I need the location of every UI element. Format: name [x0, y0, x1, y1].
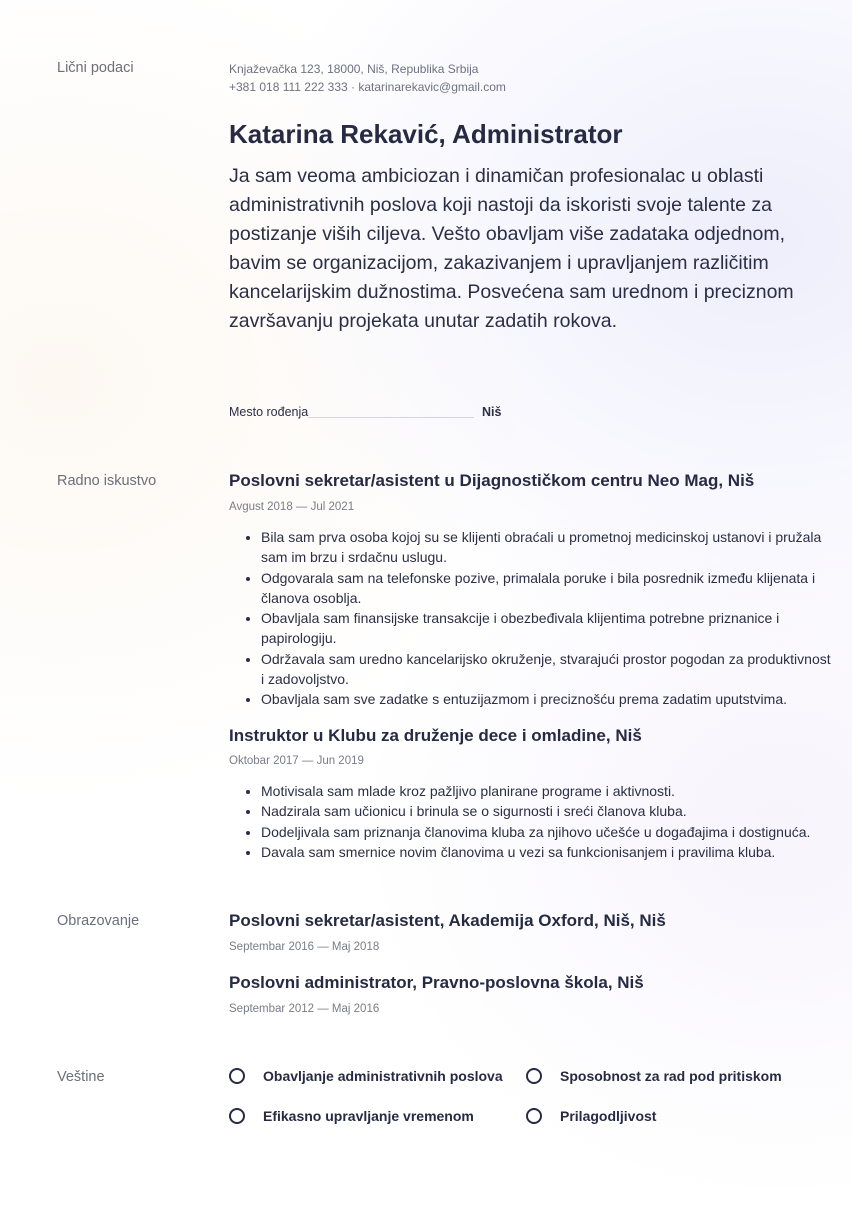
skill-label: Obavljanje administrativnih poslova: [263, 1068, 503, 1084]
list-item: • Davala sam smernice novim članovima u vezi sa funkcionisanjem i pravilima kluba.: [261, 842, 831, 862]
education-title: Poslovni sekretar/asistent, Akademija Oxford, Niš, Niš: [229, 911, 666, 930]
list-item: • Odgovarala sam na telefonske pozive, primalala poruke i bila posrednik između klijenata i članova osoblja.: [261, 568, 831, 609]
section-label-education: Obrazovanje: [57, 913, 140, 929]
section-label-experience: Radno iskustvo: [57, 473, 157, 489]
skill-item: [229, 1068, 503, 1084]
list-item: • Obavljala sam finansijske transakcije i obezbeđivala klijentima potrebne priznanice i papirologiju.: [261, 608, 831, 649]
circle-icon: [526, 1068, 542, 1084]
education-dates: Septembar 2016 — Maj 2018: [229, 941, 380, 953]
birth-place-divider: [308, 417, 474, 418]
skill-label: Sposobnost za rad pod pritiskom: [560, 1068, 782, 1084]
list-item: • Dodeljivala sam priznanja članovima kluba za njihovo učešće u događajima i dostignuća.: [261, 822, 831, 842]
circle-icon: [526, 1108, 542, 1124]
contact-phone-email: +381 018 111 222 333 · katarinarekavic@gmail.com: [229, 80, 506, 94]
skill-item: [229, 1108, 474, 1124]
job-duties-list: [244, 781, 831, 862]
circle-icon: [229, 1108, 245, 1124]
education-title: Poslovni administrator, Pravno-poslovna škola, Niš: [229, 973, 644, 992]
skill-label: Efikasno upravljanje vremenom: [263, 1108, 474, 1124]
list-item: • Obavljala sam sve zadatke s entuzijazmom i preciznošću prema zadatim uputstvima.: [261, 689, 831, 709]
circle-icon: [229, 1068, 245, 1084]
job-title: Instruktor u Klubu za druženje dece i omladine, Niš: [229, 726, 642, 745]
candidate-name: Katarina Rekavić, Administrator: [229, 119, 623, 149]
education-dates: Septembar 2012 — Maj 2016: [229, 1003, 380, 1015]
contact-address: Knjaževačka 123, 18000, Niš, Republika Srbija: [229, 62, 479, 76]
list-item: • Nadzirala sam učionicu i brinula se o sigurnosti i sreći članova kluba.: [261, 801, 831, 821]
birth-place-label: Mesto rođenja: [229, 405, 309, 419]
birth-place-value: Niš: [482, 405, 502, 419]
list-item: • Bila sam prva osoba kojoj su se klijenti obraćali u prometnoj medicinskoj ustanovi i pružala sam im brzu i srdačnu uslugu.: [261, 527, 831, 568]
skill-item: [526, 1068, 782, 1084]
skill-label: Prilagodljivost: [560, 1108, 657, 1124]
skill-item: [526, 1108, 656, 1124]
job-title: Poslovni sekretar/asistent u Dijagnostičkom centru Neo Mag, Niš: [229, 471, 755, 490]
job-duties-list: [244, 527, 831, 710]
profile-summary: Ja sam veoma ambiciozan i dinamičan profesionalac u oblasti administrativnih poslova koji nastoji da iskoristi svoje talente za postizanje viših ciljeva. Vešto obavljam više zadataka odjednom, bavim se organizacijom, zakazivanjem i upravljanjem različitim kancelarijskim dužnostima. Posvećena sam urednom i preciznom završavanju projekata unutar zadatih rokova.: [229, 165, 794, 332]
job-dates: Avgust 2018 — Jul 2021: [229, 501, 355, 513]
list-item: • Motivisala sam mlade kroz pažljivo planirane programe i aktivnosti.: [261, 781, 831, 801]
job-dates: Oktobar 2017 — Jun 2019: [229, 755, 364, 767]
section-label-skills: Veštine: [57, 1069, 105, 1085]
list-item: • Održavala sam uredno kancelarijsko okruženje, stvarajući prostor pogodan za produktivnost i zadovoljstvo.: [261, 649, 831, 690]
section-label-personal: Lični podaci: [57, 60, 134, 76]
